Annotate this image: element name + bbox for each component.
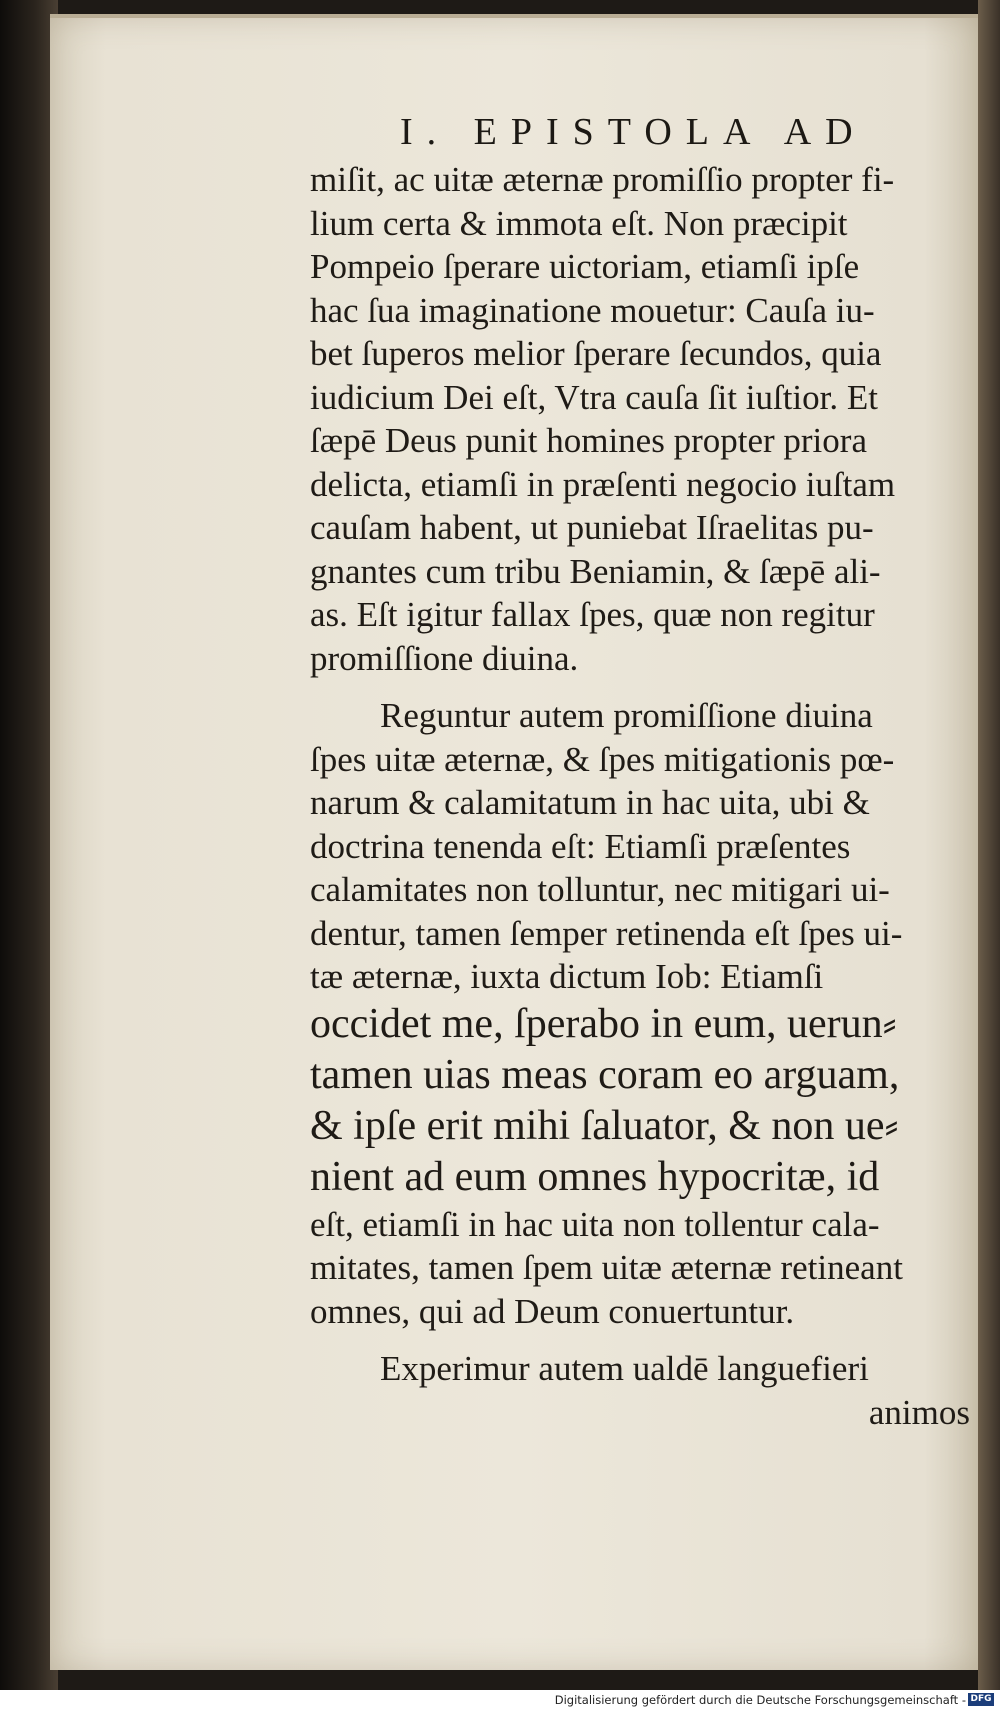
text-line: delicta, etiamſi in præſenti negocio iuſtam — [310, 464, 896, 504]
body-text — [310, 158, 970, 1434]
text-line: Experimur autem ualdē languefieri — [380, 1349, 869, 1388]
catchword: animos — [868, 1392, 970, 1432]
text-line: ſpes uitæ æternæ, & ſpes mitigationis pœ- — [310, 739, 895, 779]
digitization-footer — [0, 1690, 1000, 1710]
text-line: hac ſua imaginatione mouetur: Cauſa iu- — [310, 290, 875, 330]
text-line: cauſam habent, ut puniebat Iſraelitas pu- — [310, 508, 874, 547]
text-line: & ipſe erit mihi ſaluator, & non ue⸗ — [310, 1102, 899, 1149]
text-line: ſæpē Deus punit homines propter priora — [310, 421, 867, 460]
text-line: calamitates non tolluntur, nec mitigari ui- — [310, 870, 890, 909]
footer-credit: Digitalisierung gefördert durch die Deutsche Forschungsgemeinschaft - — [554, 1693, 966, 1707]
text-line: lium certa & immota eſt. Non præcipit — [310, 203, 848, 243]
text-line: Pompeio ſperare uictoriam, etiamſi ipſe — [310, 247, 860, 286]
text-line: Reguntur autem promiſſione diuina — [380, 696, 873, 735]
text-line: mitates, tamen ſpem uitæ æternæ retineant — [310, 1248, 903, 1287]
text-line: tæ æternæ, iuxta dictum Iob: Etiamſi — [310, 957, 824, 996]
book-edge-right — [978, 0, 1000, 1710]
text-line: dentur, tamen ſemper retinenda eſt ſpes ui- — [310, 913, 903, 953]
text-line: narum & calamitatum in hac uita, ubi & — [310, 783, 870, 822]
text-line: bet ſuperos melior ſperare ſecundos, quia — [310, 334, 882, 373]
text-line: promiſſione diuina. — [310, 638, 579, 678]
text-line: doctrina tenenda eſt: Etiamſi præſentes — [310, 826, 851, 866]
text-line: miſit, ac uitæ æternæ promiſſio propter fi- — [310, 160, 895, 199]
text-line: nient ad eum omnes hypocritæ, id — [310, 1153, 880, 1200]
text-line: omnes, qui ad Deum conuertuntur. — [310, 1291, 795, 1331]
text-line: as. Eſt igitur fallax ſpes, quæ non regitur — [310, 595, 875, 634]
text-line: gnantes cum tribu Beniamin, & ſæpē ali- — [310, 551, 881, 591]
dfg-logo: DFG — [968, 1693, 994, 1706]
text-line: iudicium Dei eſt, Vtra cauſa ſit iuſtior. Et — [310, 377, 878, 417]
text-line: tamen uias meas coram eo arguam, — [310, 1051, 900, 1098]
text-line: occidet me, ſperabo in eum, uerun⸗ — [310, 1000, 897, 1047]
running-head: I. EPISTOLA AD — [400, 111, 867, 153]
text-line: eſt, etiamſi in hac uita non tollentur cala- — [310, 1204, 880, 1244]
